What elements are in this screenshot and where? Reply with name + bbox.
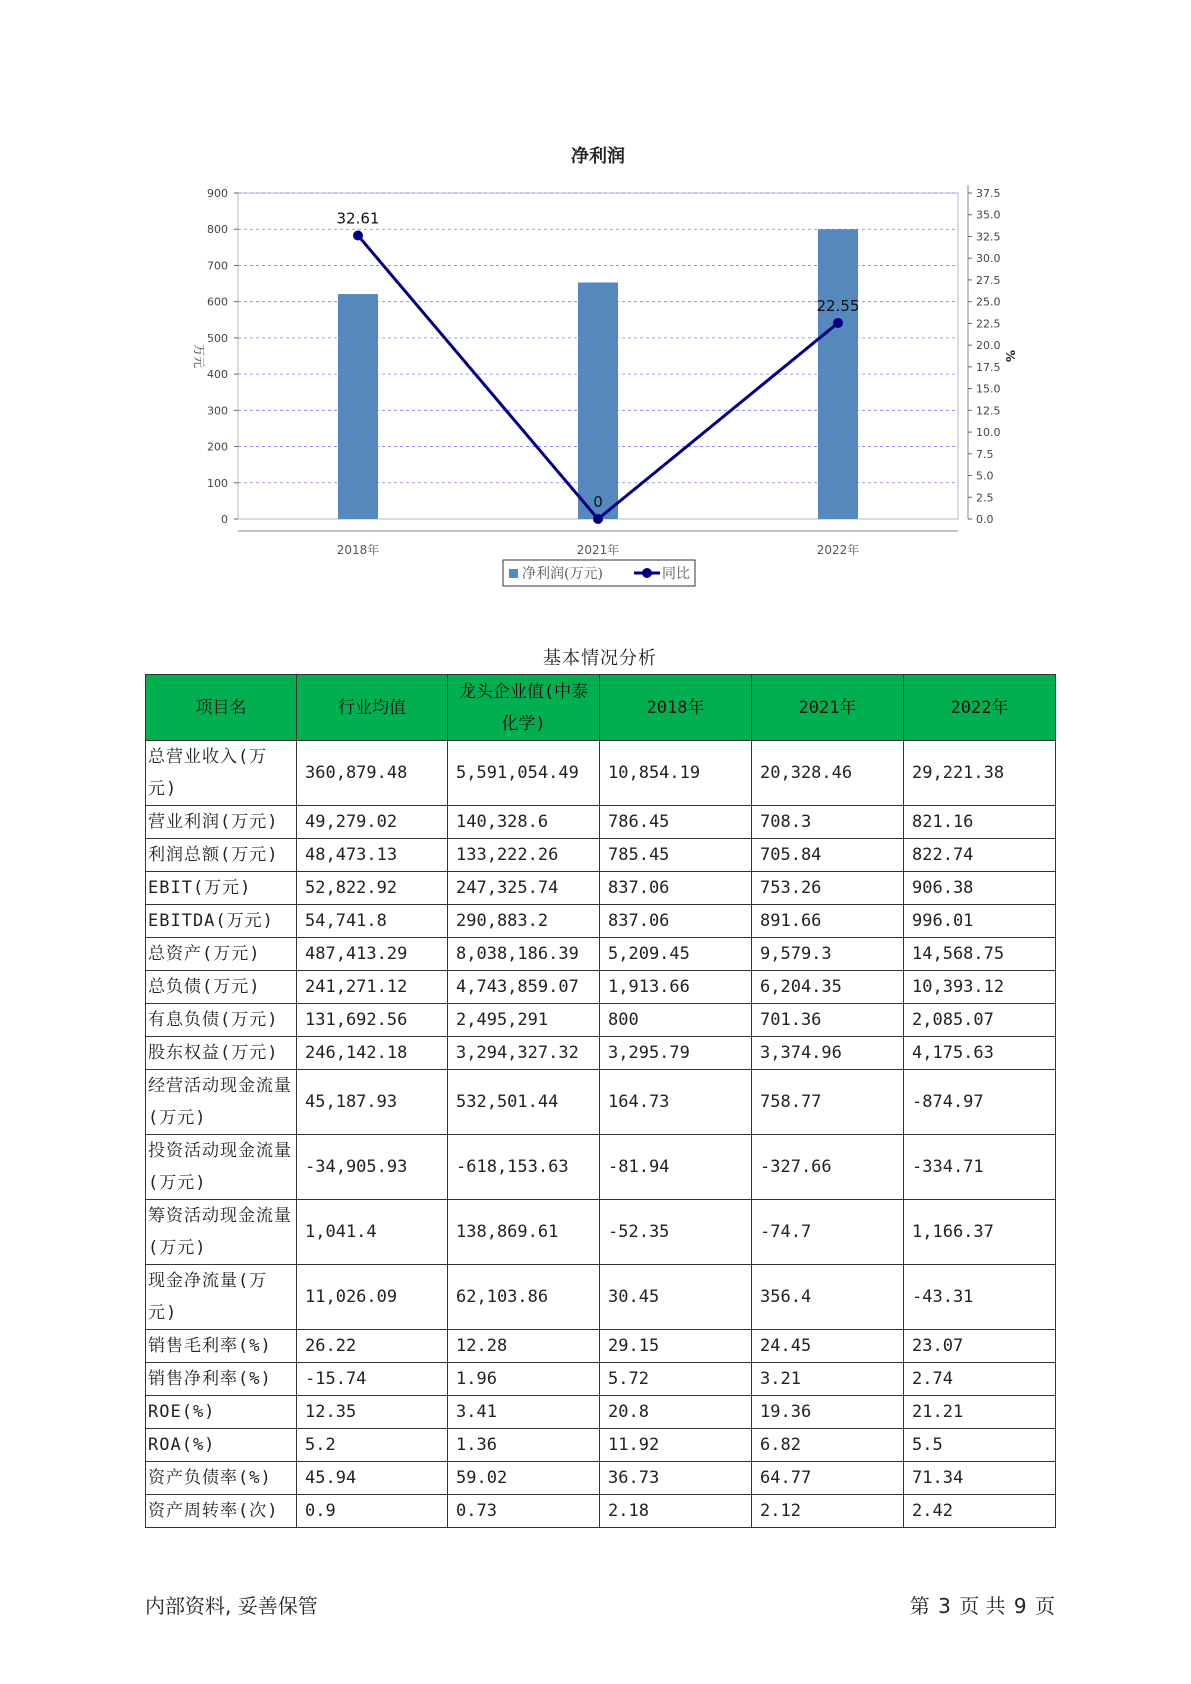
table-header-cell: 2018年 — [600, 675, 752, 741]
table-row — [146, 1037, 1056, 1070]
bar-net-profit — [818, 229, 858, 519]
footer-page-number — [908, 1590, 1055, 1619]
table-cell: 705.84 — [752, 839, 904, 872]
y-right-tick-label: 22.5 — [976, 317, 1001, 331]
y-right-axis-label: % — [1003, 349, 1017, 363]
table-cell: 3,294,327.32 — [448, 1037, 600, 1070]
table-row — [146, 905, 1056, 938]
table-cell: 3,374.96 — [752, 1037, 904, 1070]
table-cell: 822.74 — [904, 839, 1056, 872]
row-label-cell: 现金净流量(万元) — [146, 1265, 297, 1330]
row-label-cell: ROA(%) — [146, 1429, 297, 1462]
y-left-tick-label: 500 — [207, 331, 228, 345]
table-cell: 247,325.74 — [448, 872, 600, 905]
table-cell: 52,822.92 — [297, 872, 448, 905]
table-cell: 45,187.93 — [297, 1070, 448, 1135]
table-row — [146, 1135, 1056, 1200]
table-cell: 5,591,054.49 — [448, 741, 600, 806]
table-cell: 23.07 — [904, 1330, 1056, 1363]
bar-net-profit — [578, 282, 618, 519]
table-header-cell: 2021年 — [752, 675, 904, 741]
row-label-cell: 股东权益(万元) — [146, 1037, 297, 1070]
legend-marker-yoy — [642, 568, 652, 578]
table-cell: 1.36 — [448, 1429, 600, 1462]
table-cell: 0.9 — [297, 1495, 448, 1528]
table-cell: 20,328.46 — [752, 741, 904, 806]
table-cell: 2.18 — [600, 1495, 752, 1528]
y-left-tick-label: 800 — [207, 223, 228, 237]
table-cell: 36.73 — [600, 1462, 752, 1495]
table-row — [146, 1363, 1056, 1396]
table-cell: 0.73 — [448, 1495, 600, 1528]
table-cell: 3.41 — [448, 1396, 600, 1429]
x-tick-label: 2021年 — [576, 543, 620, 557]
table-cell: 3,295.79 — [600, 1037, 752, 1070]
table-cell: 24.45 — [752, 1330, 904, 1363]
table-cell: 140,328.6 — [448, 806, 600, 839]
row-label-cell: 总负债(万元) — [146, 971, 297, 1004]
legend-swatch-net-profit — [509, 569, 518, 578]
table-cell: -327.66 — [752, 1135, 904, 1200]
y-right-tick-label: 25.0 — [976, 295, 1001, 309]
y-right-tick-label: 10.0 — [976, 426, 1001, 440]
table-cell: 54,741.8 — [297, 905, 448, 938]
y-left-axis-label: 万元 — [192, 343, 206, 369]
table-header-cell: 项目名 — [146, 675, 297, 741]
y-right-tick-label: 15.0 — [976, 382, 1001, 396]
table-cell: 30.45 — [600, 1265, 752, 1330]
table-cell: 837.06 — [600, 872, 752, 905]
table-cell: 164.73 — [600, 1070, 752, 1135]
table-cell: 133,222.26 — [448, 839, 600, 872]
table-cell: -81.94 — [600, 1135, 752, 1200]
table-cell: 12.35 — [297, 1396, 448, 1429]
table-cell: 5.72 — [600, 1363, 752, 1396]
table-row — [146, 938, 1056, 971]
y-right-tick-label: 35.0 — [976, 208, 1001, 222]
y-right-tick-label: 2.5 — [976, 491, 994, 505]
table-cell: 246,142.18 — [297, 1037, 448, 1070]
table-header-cell: 2022年 — [904, 675, 1056, 741]
table-cell: 785.45 — [600, 839, 752, 872]
x-tick-label: 2022年 — [816, 543, 860, 557]
table-cell: 708.3 — [752, 806, 904, 839]
table-cell: 21.21 — [904, 1396, 1056, 1429]
table-header-cell: 行业均值 — [297, 675, 448, 741]
row-label-cell: 资产周转率(次) — [146, 1495, 297, 1528]
table-cell: 12.28 — [448, 1330, 600, 1363]
y-right-tick-label: 17.5 — [976, 360, 1001, 374]
table-cell: 821.16 — [904, 806, 1056, 839]
net-profit-chart — [0, 0, 1191, 600]
table-cell: 8,038,186.39 — [448, 938, 600, 971]
point-yoy — [833, 318, 843, 328]
page-current: 3 — [938, 1594, 951, 1618]
table-cell: -52.35 — [600, 1200, 752, 1265]
row-label-cell: 营业利润(万元) — [146, 806, 297, 839]
table-cell: 1.96 — [448, 1363, 600, 1396]
point-yoy — [593, 514, 603, 524]
data-label-yoy: 22.55 — [816, 296, 860, 315]
table-cell: 5.5 — [904, 1429, 1056, 1462]
table-row — [146, 1265, 1056, 1330]
table-row — [146, 872, 1056, 905]
table-cell: 1,041.4 — [297, 1200, 448, 1265]
table-cell: -43.31 — [904, 1265, 1056, 1330]
table-cell: 5,209.45 — [600, 938, 752, 971]
table-cell: 891.66 — [752, 905, 904, 938]
table-cell: 1,913.66 — [600, 971, 752, 1004]
table-row — [146, 1330, 1056, 1363]
y-left-tick-label: 0 — [221, 513, 228, 526]
table-cell: 753.26 — [752, 872, 904, 905]
table-cell: 20.8 — [600, 1396, 752, 1429]
page-suffix: 页 — [1035, 1594, 1055, 1618]
table-cell: 996.01 — [904, 905, 1056, 938]
table-cell: 138,869.61 — [448, 1200, 600, 1265]
table-cell: 5.2 — [297, 1429, 448, 1462]
y-right-tick-label: 7.5 — [976, 447, 994, 461]
table-row — [146, 1429, 1056, 1462]
footer-confidential-note: 内部资料, 妥善保管 — [145, 1594, 318, 1618]
y-right-tick-label: 0.0 — [976, 513, 994, 526]
table-cell: 800 — [600, 1004, 752, 1037]
table-cell: 11.92 — [600, 1429, 752, 1462]
table-cell: 26.22 — [297, 1330, 448, 1363]
row-label-cell: 资产负债率(%) — [146, 1462, 297, 1495]
y-left-tick-label: 100 — [207, 476, 228, 490]
table-cell: 906.38 — [904, 872, 1056, 905]
row-label-cell: 销售毛利率(%) — [146, 1330, 297, 1363]
table-cell: 356.4 — [752, 1265, 904, 1330]
table-cell: 29,221.38 — [904, 741, 1056, 806]
table-cell: 2,085.07 — [904, 1004, 1056, 1037]
table-cell: 4,743,859.07 — [448, 971, 600, 1004]
data-label-yoy: 32.61 — [336, 209, 380, 228]
table-cell: -874.97 — [904, 1070, 1056, 1135]
y-left-tick-label: 600 — [207, 295, 228, 309]
row-label-cell: 投资活动现金流量(万元) — [146, 1135, 297, 1200]
table-cell: -34,905.93 — [297, 1135, 448, 1200]
y-right-tick-label: 37.5 — [976, 187, 1001, 200]
table-cell: 9,579.3 — [752, 938, 904, 971]
y-left-tick-label: 200 — [207, 440, 228, 454]
row-label-cell: 筹资活动现金流量(万元) — [146, 1200, 297, 1265]
table-cell: 532,501.44 — [448, 1070, 600, 1135]
table-row — [146, 741, 1056, 806]
table-cell: 6.82 — [752, 1429, 904, 1462]
table-header-row — [146, 675, 1056, 741]
table-cell: 45.94 — [297, 1462, 448, 1495]
table-body — [146, 741, 1056, 1528]
y-left-tick-label: 700 — [207, 259, 228, 273]
table-header-cell: 龙头企业值(中泰化学) — [448, 675, 600, 741]
table-cell: 837.06 — [600, 905, 752, 938]
row-label-cell: 经营活动现金流量(万元) — [146, 1070, 297, 1135]
table-row — [146, 1004, 1056, 1037]
table-cell: 3.21 — [752, 1363, 904, 1396]
table-cell: 14,568.75 — [904, 938, 1056, 971]
y-right-tick-label: 12.5 — [976, 404, 1001, 418]
y-right-tick-label: 5.0 — [976, 469, 994, 483]
table-cell: 487,413.29 — [297, 938, 448, 971]
y-right-tick-label: 30.0 — [976, 252, 1001, 266]
table-cell: 59.02 — [448, 1462, 600, 1495]
table-cell: 62,103.86 — [448, 1265, 600, 1330]
point-yoy — [353, 231, 363, 241]
row-label-cell: 销售净利率(%) — [146, 1363, 297, 1396]
analysis-table — [145, 674, 1056, 1528]
row-label-cell: EBITDA(万元) — [146, 905, 297, 938]
row-label-cell: 利润总额(万元) — [146, 839, 297, 872]
table-cell: -618,153.63 — [448, 1135, 600, 1200]
table-row — [146, 1495, 1056, 1528]
table-row — [146, 971, 1056, 1004]
page-mid: 页 共 — [959, 1594, 1006, 1618]
table-cell: 4,175.63 — [904, 1037, 1056, 1070]
chart-title: 净利润 — [571, 146, 625, 167]
bar-net-profit — [338, 294, 378, 519]
y-right-tick-label: 20.0 — [976, 339, 1001, 353]
table-cell: 64.77 — [752, 1462, 904, 1495]
table-cell: 10,393.12 — [904, 971, 1056, 1004]
row-label-cell: EBIT(万元) — [146, 872, 297, 905]
table-cell: 758.77 — [752, 1070, 904, 1135]
table-cell: 48,473.13 — [297, 839, 448, 872]
table-row — [146, 1070, 1056, 1135]
table-row — [146, 1200, 1056, 1265]
table-cell: 10,854.19 — [600, 741, 752, 806]
y-right-tick-label: 27.5 — [976, 273, 1001, 287]
legend-label-net-profit: 净利润(万元) — [522, 566, 603, 582]
table-cell: 2.74 — [904, 1363, 1056, 1396]
table-cell: 49,279.02 — [297, 806, 448, 839]
row-label-cell: ROE(%) — [146, 1396, 297, 1429]
table-cell: 360,879.48 — [297, 741, 448, 806]
table-row — [146, 839, 1056, 872]
table-cell: 131,692.56 — [297, 1004, 448, 1037]
y-left-tick-label: 900 — [207, 187, 228, 200]
table-cell: 71.34 — [904, 1462, 1056, 1495]
table-cell: -15.74 — [297, 1363, 448, 1396]
table-cell: -74.7 — [752, 1200, 904, 1265]
table-cell: 290,883.2 — [448, 905, 600, 938]
table-cell: 19.36 — [752, 1396, 904, 1429]
table-row — [146, 1462, 1056, 1495]
table-cell: 786.45 — [600, 806, 752, 839]
row-label-cell: 总资产(万元) — [146, 938, 297, 971]
y-left-tick-label: 300 — [207, 404, 228, 418]
page-total: 9 — [1013, 1594, 1027, 1618]
row-label-cell: 总营业收入(万元) — [146, 741, 297, 806]
table-row — [146, 806, 1056, 839]
row-label-cell: 有息负债(万元) — [146, 1004, 297, 1037]
table-cell: 2,495,291 — [448, 1004, 600, 1037]
table-cell: 2.12 — [752, 1495, 904, 1528]
table-cell: 6,204.35 — [752, 971, 904, 1004]
table-caption: 基本情况分析 — [543, 648, 657, 669]
table-cell: 1,166.37 — [904, 1200, 1056, 1265]
table-row — [146, 1396, 1056, 1429]
y-right-tick-label: 32.5 — [976, 230, 1001, 244]
table-cell: 29.15 — [600, 1330, 752, 1363]
y-left-tick-label: 400 — [207, 368, 228, 382]
table-cell: 701.36 — [752, 1004, 904, 1037]
table-cell: 11,026.09 — [297, 1265, 448, 1330]
legend-label-yoy: 同比 — [662, 566, 690, 582]
page-prefix: 第 — [909, 1594, 930, 1618]
data-label-yoy: 0 — [593, 493, 603, 511]
table-cell: -334.71 — [904, 1135, 1056, 1200]
x-tick-label: 2018年 — [336, 543, 380, 557]
table-cell: 2.42 — [904, 1495, 1056, 1528]
table-cell: 241,271.12 — [297, 971, 448, 1004]
